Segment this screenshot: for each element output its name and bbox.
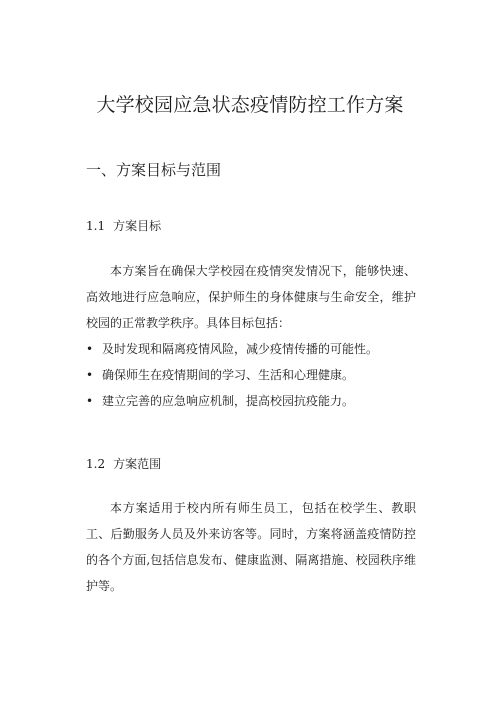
bullet-icon: • — [86, 342, 94, 356]
bullet-icon: • — [86, 394, 94, 408]
goals-bullet-list — [86, 336, 378, 414]
bullet-item: • 确保师生在疫情期间的学习、生活和心理健康。 — [86, 362, 378, 388]
scope-paragraph: 本方案适用于校内所有师生员工，包括在校学生、教职工、后勤服务人员及外来访客等。同时，方案将涵盖疫情防控的各个方面,包括信息发布、健康监测、隔离措施、校园秩序维护等。 — [86, 501, 416, 593]
subsection-number: 1.1 — [86, 219, 106, 233]
goals-paragraph: 本方案旨在确保大学校园在疫情突发情况下，能够快速、高效地进行应急响应，保护师生的身体健康与生命安全，维护校园的正常教学秩序。具体目标包括： — [86, 264, 416, 330]
bullet-item: • 及时发现和隔离疫情风险，减少疫情传播的可能性。 — [86, 336, 378, 362]
bullet-item: • 建立完善的应急响应机制，提高校园抗疫能力。 — [86, 388, 378, 414]
subsection-title: 方案范围 — [113, 457, 162, 471]
subsection-number: 1.2 — [86, 457, 106, 471]
subsection-heading-scope — [86, 456, 161, 472]
subsection-heading-goals — [86, 218, 161, 234]
document-title: 大学校园应急状态疫情防控工作方案 — [96, 94, 404, 116]
subsection-title: 方案目标 — [113, 219, 162, 233]
section-heading: 一、方案目标与范围 — [86, 161, 222, 179]
bullet-icon: • — [86, 368, 94, 382]
